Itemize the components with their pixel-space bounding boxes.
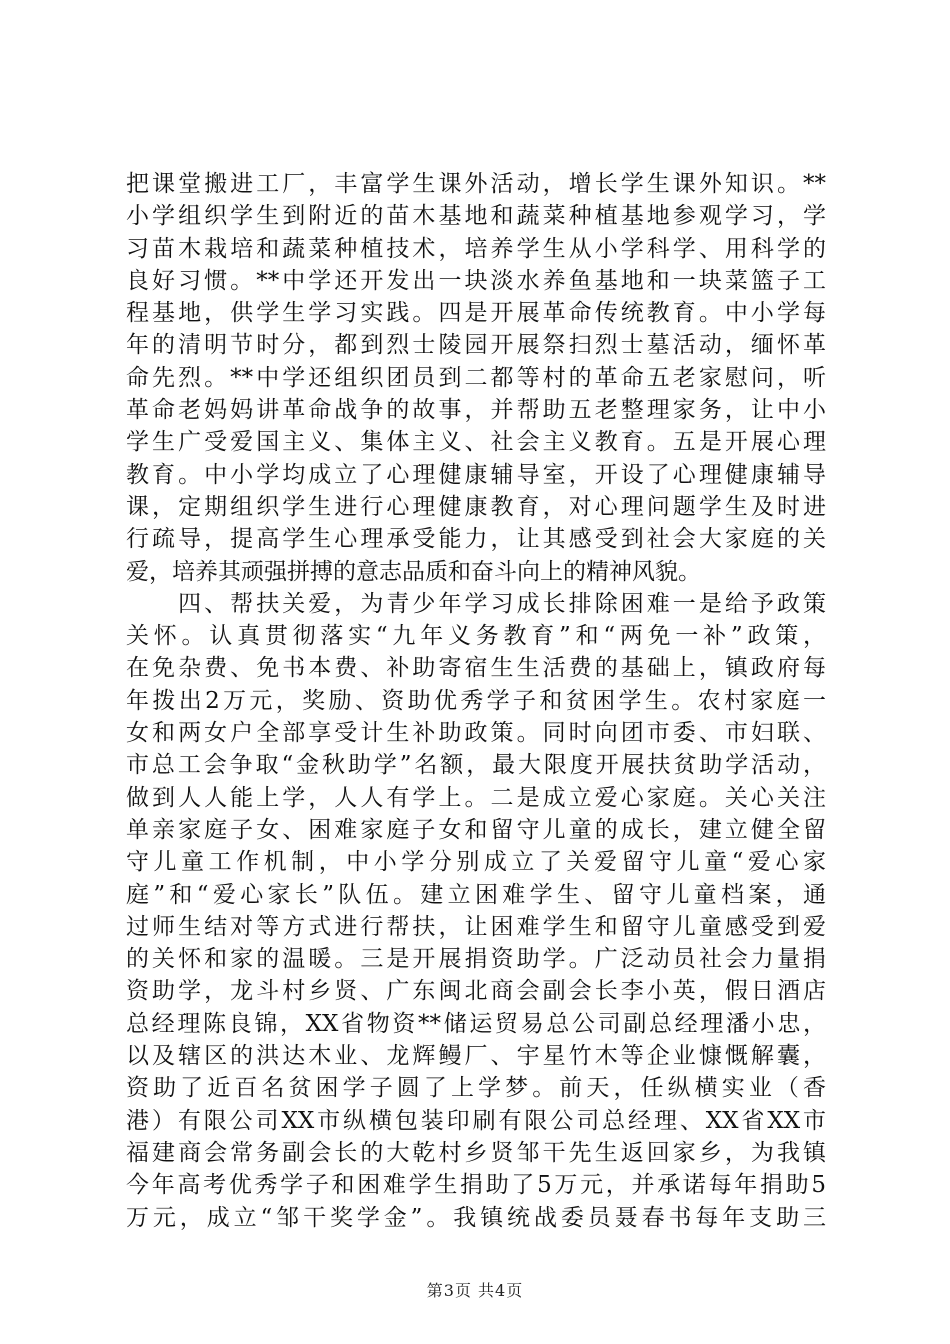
text-line: 年拨出2万元，奖励、资助优秀学子和贫困学生。农村家庭一 bbox=[126, 687, 826, 714]
text-line: 学生广受爱国主义、集体主义、社会主义教育。五是开展心理 bbox=[126, 429, 826, 456]
text-line: 总经理陈良锦，XX省物资**储运贸易总公司副总经理潘小忠， bbox=[126, 1010, 826, 1037]
text-line: 以及辖区的洪达木业、龙辉鳗厂、宇星竹木等企业慷慨解囊， bbox=[126, 1043, 826, 1070]
text-line: 行疏导，提高学生心理承受能力，让其感受到社会大家庭的关 bbox=[126, 526, 826, 553]
text-line: 程基地，供学生学习实践。四是开展革命传统教育。中小学每 bbox=[126, 300, 826, 327]
text-line: 庭”和“爱心家长”队伍。建立困难学生、留守儿童档案，通 bbox=[126, 881, 826, 908]
paragraph-start-line: 四、帮扶关爱，为青少年学习成长排除困难一是给予政策 bbox=[126, 590, 826, 617]
text-line: 良好习惯。**中学还开发出一块淡水养鱼基地和一块菜篮子工 bbox=[126, 267, 826, 294]
text-line: 教育。中小学均成立了心理健康辅导室，开设了心理健康辅导 bbox=[126, 461, 826, 488]
text-line: 资助了近百名贫困学子圆了上学梦。前天，任纵横实业（香 bbox=[126, 1075, 826, 1102]
text-line: 做到人人能上学，人人有学上。二是成立爱心家庭。关心关注 bbox=[126, 784, 826, 811]
text-line: 习苗木栽培和蔬菜种植技术，培养学生从小学科学、用科学的 bbox=[126, 235, 826, 262]
text-line: 命先烈。**中学还组织团员到二都等村的革命五老家慰问，听 bbox=[126, 364, 826, 391]
text-line: 革命老妈妈讲革命战争的故事，并帮助五老整理家务，让中小 bbox=[126, 397, 826, 424]
page-footer: 第3页 共4页 bbox=[426, 1281, 524, 1300]
text-line: 小学组织学生到附近的苗木基地和蔬菜种植基地参观学习，学 bbox=[126, 203, 826, 230]
text-line: 守儿童工作机制，中小学分别成立了关爱留守儿童“爱心家 bbox=[126, 849, 826, 876]
text-line: 的关怀和家的温暖。三是开展捐资助学。广泛动员社会力量捐 bbox=[126, 946, 826, 973]
text-line: 福建商会常务副会长的大乾村乡贤邹干先生返回家乡，为我镇 bbox=[126, 1139, 826, 1166]
text-line: 女和两女户全部享受计生补助政策。同时向团市委、市妇联、 bbox=[126, 720, 826, 747]
paragraph-end-line: 爱，培养其顽强拼搏的意志品质和奋斗向上的精神风貌。 bbox=[126, 558, 701, 585]
text-line: 万元，成立“邹干奖学金”。我镇统战委员聂春书每年支助三 bbox=[126, 1204, 826, 1231]
text-line: 单亲家庭子女、困难家庭子女和留守儿童的成长，建立健全留 bbox=[126, 816, 826, 843]
body-text bbox=[126, 168, 826, 1234]
text-line: 市总工会争取“金秋助学”名额，最大限度开展扶贫助学活动， bbox=[126, 752, 826, 779]
text-line: 资助学，龙斗村乡贤、广东闽北商会副会长李小英，假日酒店 bbox=[126, 978, 826, 1005]
text-line: 过师生结对等方式进行帮扶，让困难学生和留守儿童感受到爱 bbox=[126, 913, 826, 940]
text-line: 今年高考优秀学子和困难学生捐助了5万元，并承诺每年捐助5 bbox=[126, 1172, 826, 1199]
text-line: 把课堂搬进工厂，丰富学生课外活动，增长学生课外知识。** bbox=[126, 171, 826, 197]
text-line: 年的清明节时分，都到烈士陵园开展祭扫烈士墓活动，缅怀革 bbox=[126, 332, 826, 359]
text-line: 关怀。认真贯彻落实“九年义务教育”和“两免一补”政策， bbox=[126, 623, 826, 650]
text-line: 课，定期组织学生进行心理健康教育，对心理问题学生及时进 bbox=[126, 493, 826, 520]
text-line: 在免杂费、免书本费、补助寄宿生生活费的基础上，镇政府每 bbox=[126, 655, 826, 682]
text-line: 港）有限公司XX市纵横包装印刷有限公司总经理、XX省XX市 bbox=[126, 1107, 826, 1134]
